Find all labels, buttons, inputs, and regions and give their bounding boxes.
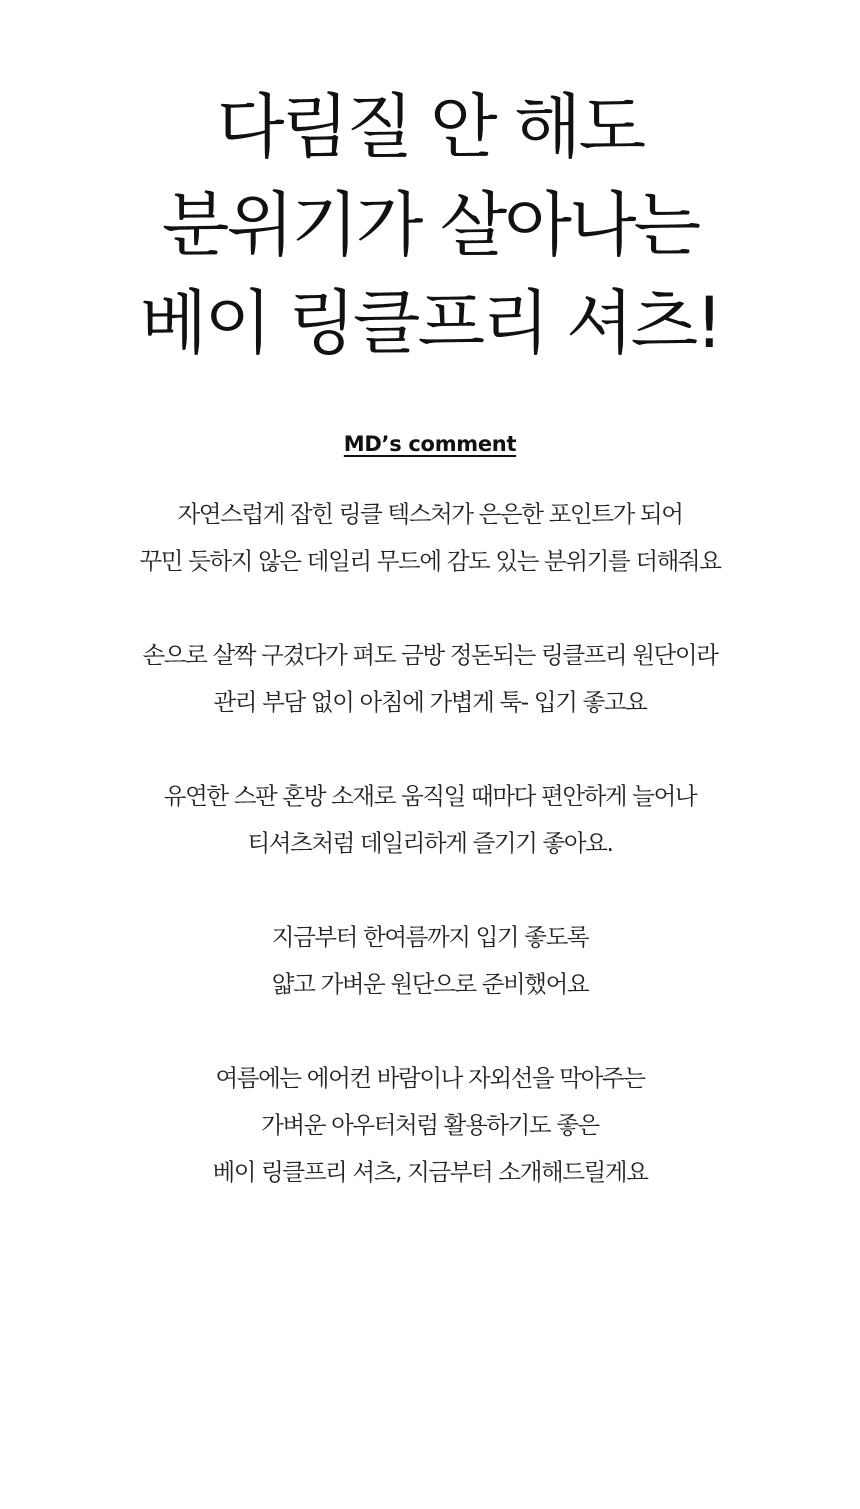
comment-line: 유연한 스판 혼방 소재로 움직일 때마다 편안하게 늘어나: [163, 782, 697, 810]
comment-line: 베이 링클프리 셔츠, 지금부터 소개해드릴게요: [212, 1158, 648, 1186]
comment-paragraph-1: [0, 491, 860, 585]
comment-line: 손으로 살짝 구겼다가 펴도 금방 정돈되는 링클프리 원단이라: [142, 641, 718, 669]
md-comment-title: MD’s comment: [343, 432, 517, 456]
headline-line-1: 다림질 안 해도: [216, 86, 644, 168]
comment-line: 티셔츠처럼 데일리하게 즐기기 좋아요.: [247, 829, 613, 857]
md-comment-body: [0, 491, 860, 1243]
comment-line: 가벼운 아우터처럼 활용하기도 좋은: [261, 1111, 599, 1139]
comment-line: 꾸민 듯하지 않은 데일리 무드에 감도 있는 분위기를 더해줘요: [139, 547, 721, 575]
comment-line: 관리 부담 없이 아침에 가볍게 툭- 입기 좋고요: [213, 688, 647, 716]
md-comment-heading: [0, 430, 860, 458]
comment-paragraph-3: [0, 773, 860, 867]
comment-line: 여름에는 에어컨 바람이나 자외선을 막아주는: [215, 1064, 645, 1092]
headline-line-2: 분위기가 살아나는: [161, 184, 699, 266]
headline-line-3: 베이 링클프리 셔츠!: [139, 282, 721, 364]
comment-paragraph-5: [0, 1055, 860, 1196]
comment-paragraph-2: [0, 632, 860, 726]
headline: [0, 78, 860, 372]
comment-line: 자연스럽게 잡힌 링클 텍스처가 은은한 포인트가 되어: [177, 500, 683, 528]
comment-line: 지금부터 한여름까지 입기 좋도록: [271, 923, 589, 951]
comment-paragraph-4: [0, 914, 860, 1008]
comment-line: 얇고 가벼운 원단으로 준비했어요: [271, 970, 589, 998]
